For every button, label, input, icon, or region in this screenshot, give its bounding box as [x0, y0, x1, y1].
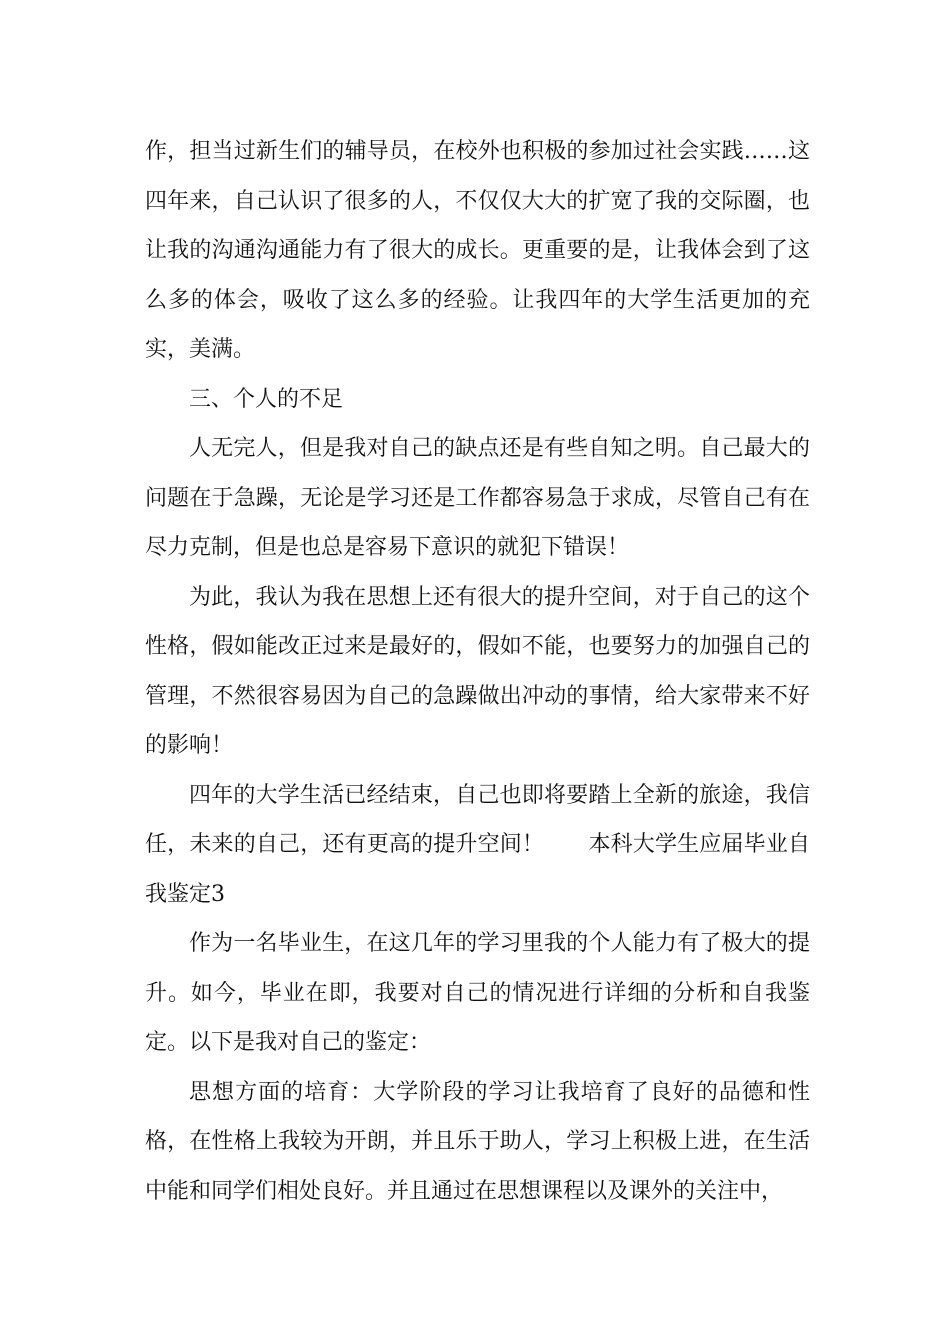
paragraph: 人无完人，但是我对自己的缺点还是有些自知之明。自己最大的问题在于急躁，无论是学习还是工作都容易急于求成，尽管自己有在尽力克制，但是也总是容易下意识的就犯下错误！ [145, 436, 810, 560]
paragraph: 思想方面的培育：大学阶段的学习让我培育了良好的品德和性格，在性格上我较为开朗，并且乐于助人，学习上积极上进，在生活中能和同学们相处良好。并且通过在思想课程以及课外的关注中， [145, 1079, 810, 1204]
paragraph: 四年的大学生活已经结束，自己也即将要踏上全新的旅途，我信任，未来的自己，还有更高的提升空间！ 本科大学生应届毕业自我鉴定3 [145, 782, 810, 907]
paragraph-continuation: 作，担当过新生们的辅导员，在校外也积极的参加过社会实践……这四年来，自己认识了很多的人，不仅仅大大的扩宽了我的交际圈，也让我的沟通沟通能力有了很大的成长。更重要的是，让我体会到了这么多的体会，吸收了这么多的经验。让我四年的大学生活更加的充实，美满。 [145, 139, 810, 362]
paragraph: 为此，我认为我在思想上还有很大的提升空间，对于自己的这个性格，假如能改正过来是最好的，假如不能，也要努力的加强自己的管理，不然很容易因为自己的急躁做出冲动的事情，给大家带来不好的影响！ [145, 584, 810, 758]
section-heading: 三、个人的不足 [189, 386, 344, 412]
paragraph: 作为一名毕业生，在这几年的学习里我的个人能力有了极大的提升。如今，毕业在即，我要对自己的情况进行详细的分析和自我鉴定。以下是我对自己的鉴定： [145, 931, 810, 1055]
document-body [145, 127, 810, 1216]
